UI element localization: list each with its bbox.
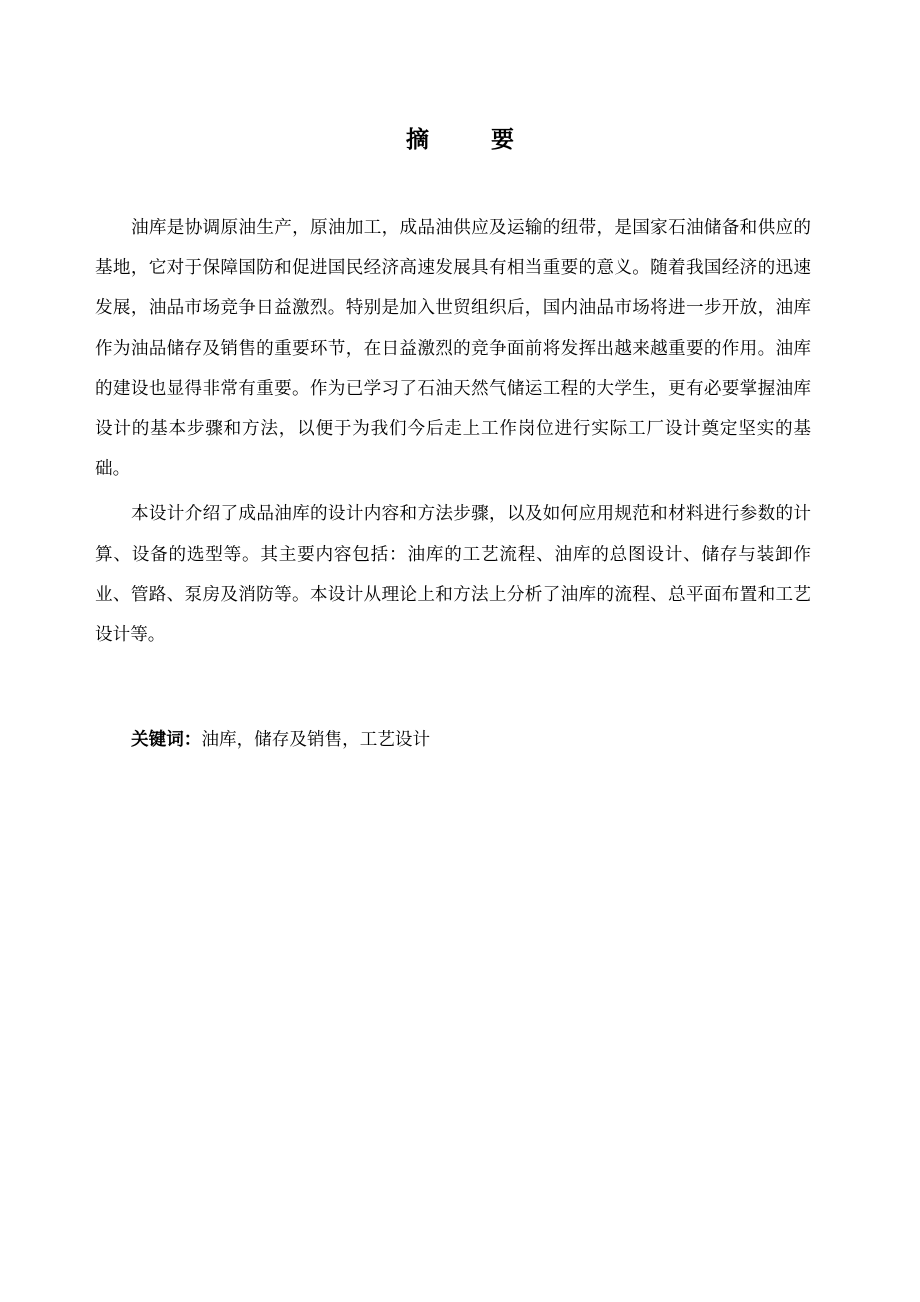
abstract-paragraph-2: 本设计介绍了成品油库的设计内容和方法步骤，以及如何应用规范和材料进行参数的计算、设备的选型等。其主要内容包括：油库的工艺流程、油库的总图设计、储存与装卸作业、管路、泵房及消防等。本设计从理论上和方法上分析了油库的流程、总平面布置和工艺设计等。 [95,504,811,646]
abstract-paragraph-1: 油库是协调原油生产，原油加工，成品油供应及运输的纽带，是国家石油储备和供应的基地，它对于保障国防和促进国民经济高速发展具有相当重要的意义。随着我国经济的迅速发展，油品市场竞争日益激烈。特别是加入世贸组织后，国内油品市场将进一步开放，油库作为油品储存及销售的重要环节，在日益激烈的竞争面前将发挥出越来越重要的作用。油库的建设也显得非常有重要。作为已学习了石油天然气储运工程的大学生，更有必要掌握油库设计的基本步骤和方法，以便于为我们今后走上工作岗位进行实际工厂设计奠定坚实的基础。 [95,218,811,480]
keywords-list: 油库，储存及销售，工艺设计 [201,730,431,750]
keywords-line [131,722,430,758]
abstract-body [95,208,811,660]
abstract-title: 摘要 [406,127,576,153]
keywords-label: 关键词： [131,730,202,750]
